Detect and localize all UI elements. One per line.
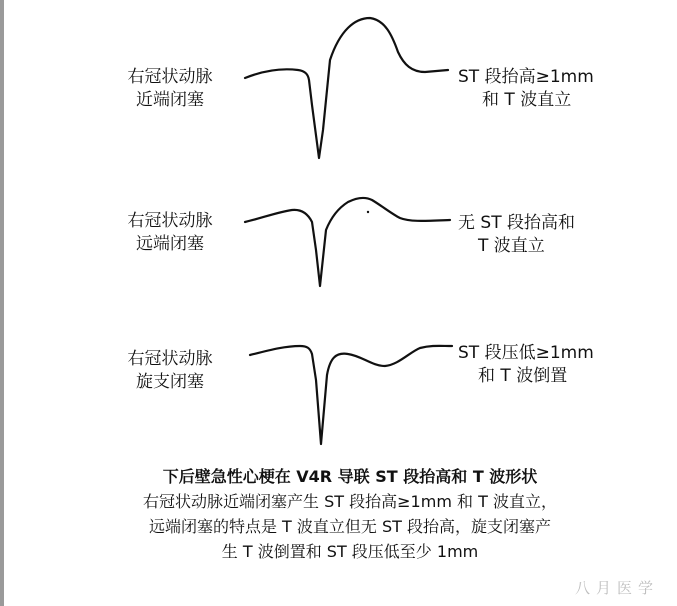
trace2-dot: [367, 211, 369, 213]
row1-left-line2: 近端闭塞: [136, 90, 204, 110]
ecg-trace-proximal-occlusion: [245, 18, 448, 158]
row3-right-line1: ST 段压低≥1mm: [458, 343, 594, 363]
watermark-logo: 八月医学: [574, 579, 659, 597]
row2-right-line1: 无 ST 段抬高和: [458, 213, 575, 233]
row3-right-line2: 和 T 波倒置: [478, 366, 568, 386]
caption-line-2: 远端闭塞的特点是 T 波直立但无 ST 段抬高，旋支闭塞产: [148, 517, 552, 536]
caption-title: 下后壁急性心梗在 V4R 导联 ST 段抬高和 T 波形状: [162, 467, 538, 486]
caption-line-3: 生 T 波倒置和 ST 段压低至少 1mm: [221, 542, 479, 561]
ecg-trace-distal-occlusion: [245, 198, 450, 286]
row3-left-line2: 旋支闭塞: [136, 372, 204, 392]
row1-left-line1: 右冠状动脉: [127, 67, 213, 87]
row2-left-line1: 右冠状动脉: [127, 211, 213, 231]
row2-right-line2: T 波直立: [478, 236, 545, 256]
figure-caption: [60, 464, 640, 564]
caption-line-1: 右冠状动脉近端闭塞产生 ST 段抬高≥1mm 和 T 波直立，: [143, 492, 557, 511]
row3-left-line1: 右冠状动脉: [127, 349, 213, 369]
row2-left-line2: 远端闭塞: [136, 234, 204, 254]
row1-right-line2: 和 T 波直立: [482, 90, 572, 110]
ecg-trace-circumflex-occlusion: [250, 346, 452, 444]
row1-right-line1: ST 段抬高≥1mm: [458, 67, 594, 87]
